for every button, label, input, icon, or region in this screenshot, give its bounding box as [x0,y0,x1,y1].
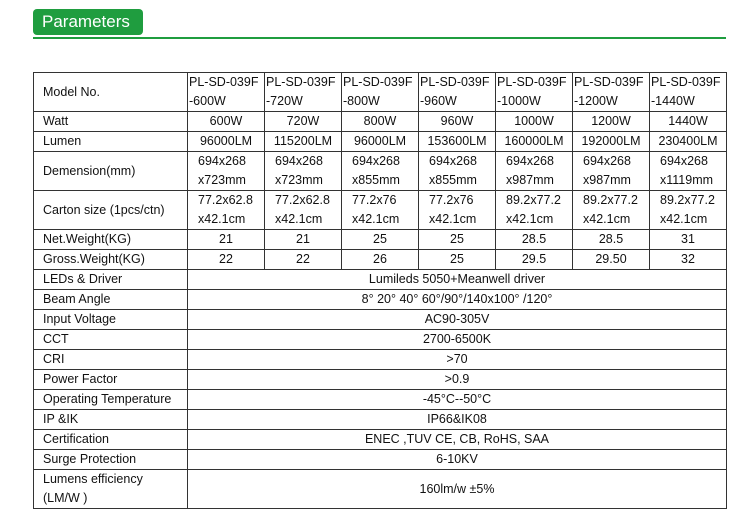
lumen-cell: 115200LM [265,132,342,152]
carton-line2: x42.1cm [352,212,400,226]
dimension-line2: x723mm [198,173,246,187]
model-number-line: PL-SD-039F [651,75,721,89]
parameters-table-body [34,73,727,509]
model-wattage-suffix: -720W [266,94,303,108]
dimension-cell [419,152,496,191]
model-wattage-suffix: -1440W [651,94,695,108]
model-number-cell [265,73,342,112]
dimension-line1: 694x268 [506,154,554,168]
lumen-cell: 153600LM [419,132,496,152]
gross_weight-cell: 29.50 [573,250,650,270]
dimension-cell [650,152,727,191]
model-number-cell [419,73,496,112]
dimension-line1: 694x268 [198,154,246,168]
gross_weight-cell: 32 [650,250,727,270]
table-row-certification [34,430,727,450]
net_weight-cell: 21 [265,230,342,250]
table-row-leds-driver [34,270,727,290]
row-label-ip: IP &IK [34,410,188,430]
watt-cell: 1000W [496,112,573,132]
dimension-line2: x987mm [506,173,554,187]
model-number-cell [496,73,573,112]
dimension-line1: 694x268 [275,154,323,168]
efficiency-value: 160lm/w ±5% [188,470,727,509]
dimension-cell [496,152,573,191]
gross_weight-cell: 29.5 [496,250,573,270]
row-label-net_weight: Net.Weight(KG) [34,230,188,250]
parameters-header-tab [33,9,143,35]
watt-cell: 1440W [650,112,727,132]
row-label-model: Model No. [34,73,188,112]
net_weight-cell: 28.5 [496,230,573,250]
dimension-line2: x1119mm [660,173,714,187]
carton-cell [419,191,496,230]
dimension-line1: 694x268 [429,154,477,168]
header-divider [33,37,726,39]
watt-cell: 1200W [573,112,650,132]
row-label-leds: LEDs & Driver [34,270,188,290]
table-row-lumen [34,132,727,152]
table-row-carton [34,191,727,230]
cert-value: ENEC ,TUV CE, CB, RoHS, SAA [188,430,727,450]
table-row-beam-angle [34,290,727,310]
carton-line2: x42.1cm [275,212,323,226]
carton-cell [342,191,419,230]
dimension-cell [265,152,342,191]
model-number-cell [573,73,650,112]
carton-line1: 77.2x62.8 [198,193,253,207]
row-label-beam: Beam Angle [34,290,188,310]
ip-value: IP66&IK08 [188,410,727,430]
gross_weight-cell: 26 [342,250,419,270]
model-number-line: PL-SD-039F [189,75,259,89]
watt-cell: 720W [265,112,342,132]
model-number-line: PL-SD-039F [266,75,336,89]
lumen-cell: 160000LM [496,132,573,152]
dimension-line1: 694x268 [660,154,708,168]
carton-line2: x42.1cm [429,212,477,226]
lumen-cell: 96000LM [342,132,419,152]
lumen-cell: 230400LM [650,132,727,152]
gross_weight-cell: 22 [265,250,342,270]
watt-cell: 960W [419,112,496,132]
row-label-lumen: Lumen [34,132,188,152]
carton-line2: x42.1cm [583,212,631,226]
pf-value: >0.9 [188,370,727,390]
carton-cell [573,191,650,230]
net_weight-cell: 25 [419,230,496,250]
model-number-cell [650,73,727,112]
table-row-net-weight [34,230,727,250]
table-row-ip-ik [34,410,727,430]
gross_weight-cell: 25 [419,250,496,270]
row-label-cct: CCT [34,330,188,350]
net_weight-cell: 28.5 [573,230,650,250]
watt-cell: 800W [342,112,419,132]
model-number-cell [342,73,419,112]
carton-cell [496,191,573,230]
table-row-power-factor [34,370,727,390]
temp-value: -45°C--50°C [188,390,727,410]
lumen-cell: 96000LM [188,132,265,152]
voltage-value: AC90-305V [188,310,727,330]
dimension-line2: x723mm [275,173,323,187]
dimension-line2: x987mm [583,173,631,187]
model-number-line: PL-SD-039F [343,75,413,89]
dimension-cell [342,152,419,191]
table-row-operating-temperature [34,390,727,410]
carton-line1: 77.2x76 [352,193,397,207]
dimension-line2: x855mm [429,173,477,187]
carton-line2: x42.1cm [506,212,554,226]
efficiency-label-line1: Lumens efficiency [43,472,143,486]
carton-line2: x42.1cm [660,212,708,226]
carton-cell [188,191,265,230]
carton-line1: 77.2x62.8 [275,193,330,207]
row-label-temp: Operating Temperature [34,390,188,410]
table-row-cri [34,350,727,370]
model-wattage-suffix: -1000W [497,94,541,108]
gross_weight-cell: 22 [188,250,265,270]
row-label-pf: Power Factor [34,370,188,390]
dimension-line1: 694x268 [583,154,631,168]
model-wattage-suffix: -960W [420,94,457,108]
cct-value: 2700-6500K [188,330,727,350]
lumen-cell: 192000LM [573,132,650,152]
row-label-cert: Certification [34,430,188,450]
carton-line1: 89.2x77.2 [506,193,561,207]
model-wattage-suffix: -1200W [574,94,618,108]
parameters-table [33,72,727,509]
model-number-line: PL-SD-039F [420,75,490,89]
net_weight-cell: 21 [188,230,265,250]
carton-line2: x42.1cm [198,212,246,226]
table-row-model [34,73,727,112]
dimension-line1: 694x268 [352,154,400,168]
dimension-cell [188,152,265,191]
row-label-watt: Watt [34,112,188,132]
net_weight-cell: 25 [342,230,419,250]
page-title: Parameters [42,12,130,31]
watt-cell: 600W [188,112,265,132]
model-number-line: PL-SD-039F [497,75,567,89]
row-label-voltage: Input Voltage [34,310,188,330]
cri-value: >70 [188,350,727,370]
model-number-cell [188,73,265,112]
table-row-watt [34,112,727,132]
table-row-dimension [34,152,727,191]
leds-value: Lumileds 5050+Meanwell driver [188,270,727,290]
beam-value: 8° 20° 40° 60°/90°/140x100° /120° [188,290,727,310]
table-row-lumens-efficiency [34,470,727,509]
net_weight-cell: 31 [650,230,727,250]
carton-line1: 77.2x76 [429,193,474,207]
table-row-cct [34,330,727,350]
table-row-gross-weight [34,250,727,270]
model-number-line: PL-SD-039F [574,75,644,89]
table-row-surge-protection [34,450,727,470]
dimension-cell [573,152,650,191]
surge-value: 6-10KV [188,450,727,470]
row-label-gross_weight: Gross.Weight(KG) [34,250,188,270]
row-label-dimension: Demension(mm) [34,152,188,191]
model-wattage-suffix: -600W [189,94,226,108]
carton-cell [650,191,727,230]
efficiency-label-line2: (LM/W ) [43,491,88,505]
row-label-cri: CRI [34,350,188,370]
carton-cell [265,191,342,230]
carton-line1: 89.2x77.2 [583,193,638,207]
row-label-efficiency [34,470,188,509]
model-wattage-suffix: -800W [343,94,380,108]
dimension-line2: x855mm [352,173,400,187]
carton-line1: 89.2x77.2 [660,193,715,207]
row-label-carton: Carton size (1pcs/ctn) [34,191,188,230]
row-label-surge: Surge Protection [34,450,188,470]
table-row-input-voltage [34,310,727,330]
